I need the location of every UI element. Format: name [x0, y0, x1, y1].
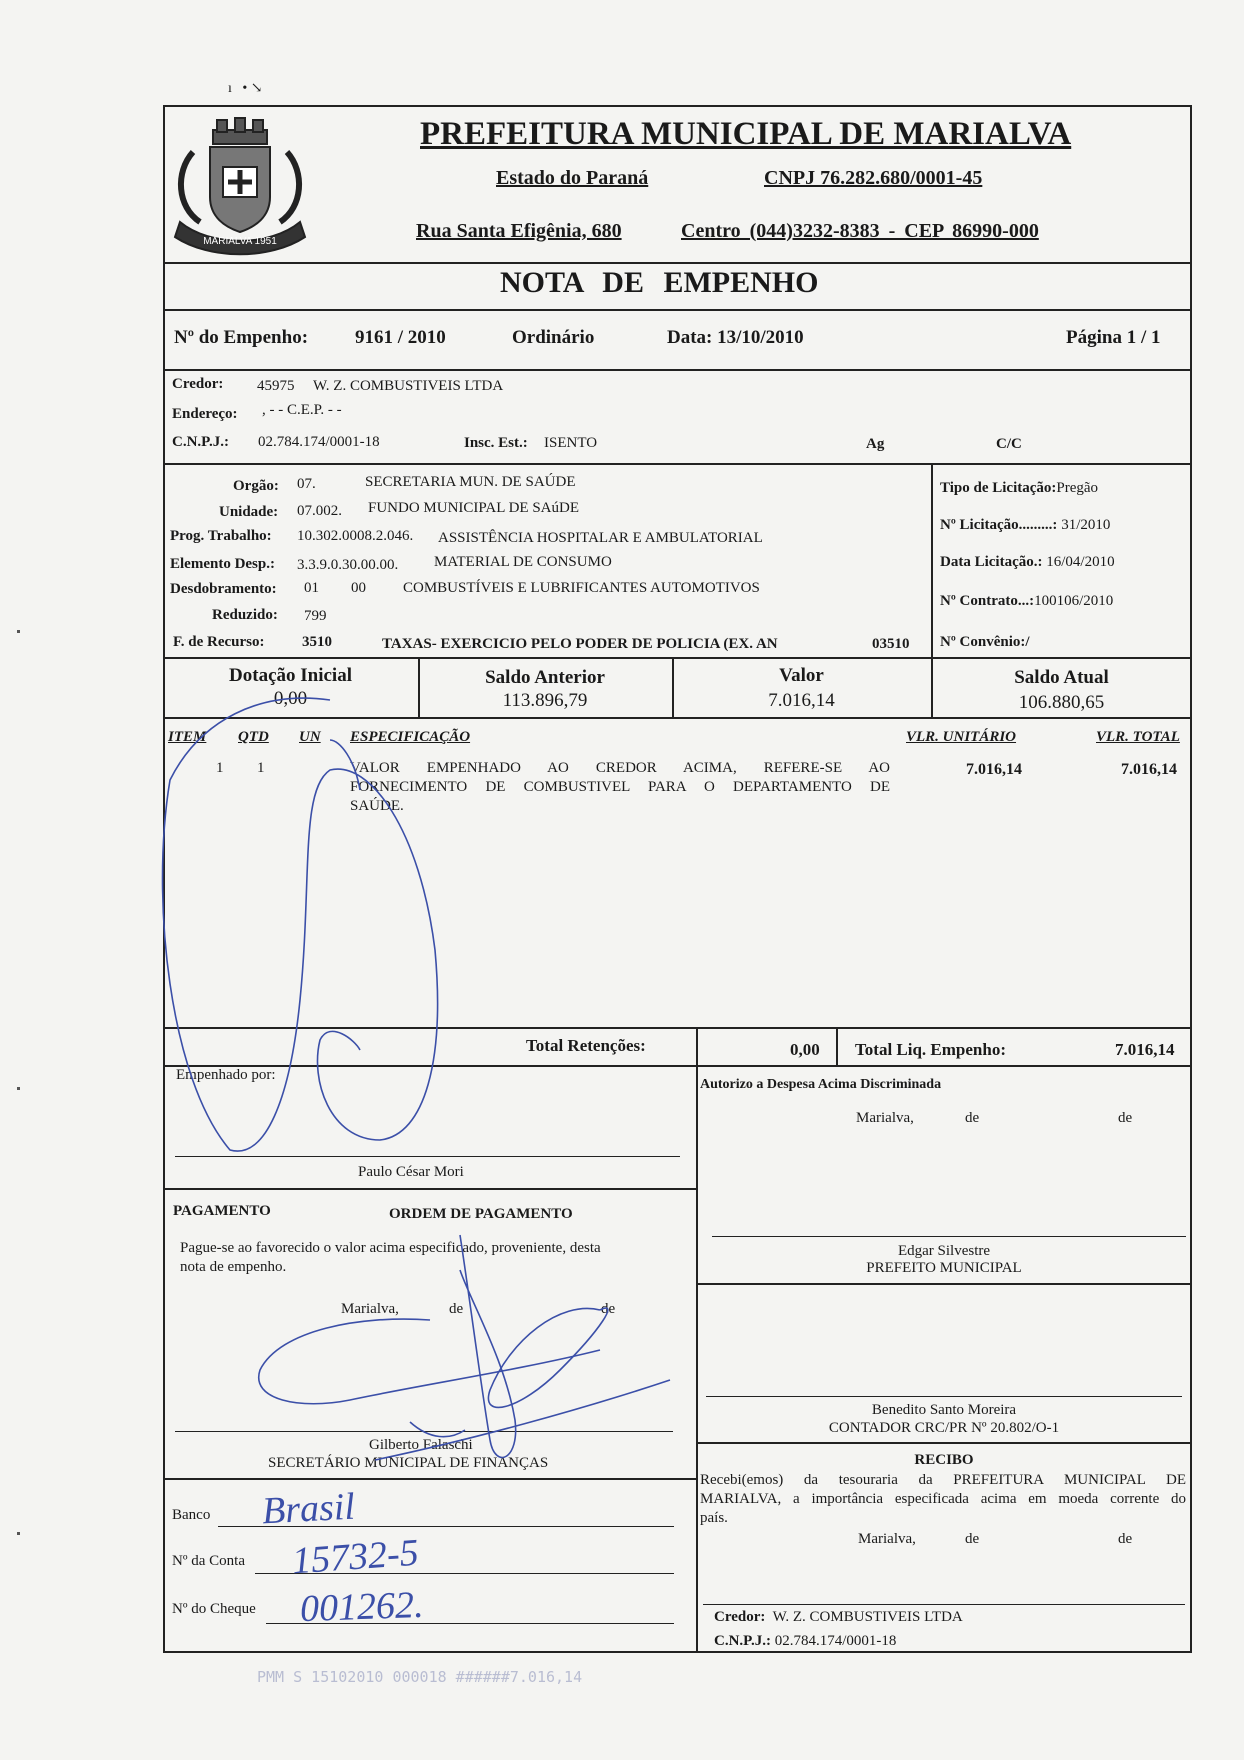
- elem-label: Elemento Desp.:: [170, 556, 275, 572]
- elem-name: MATERIAL DE CONSUMO: [434, 554, 612, 570]
- endereco-label: Endereço:: [172, 406, 238, 422]
- divider: [696, 1442, 1192, 1444]
- contador-cargo: CONTADOR CRC/PR Nº 20.802/O-1: [828, 1420, 1060, 1436]
- divider: [163, 369, 1192, 371]
- empenho-tipo: Ordinário: [512, 327, 595, 348]
- signature-line: [175, 1431, 673, 1432]
- ag-label: Ag: [866, 436, 885, 452]
- empenhado-nome: Paulo César Mori: [358, 1164, 464, 1180]
- row-item: 1: [216, 760, 224, 776]
- fonte-code2: 03510: [872, 636, 910, 652]
- divider: [931, 463, 933, 658]
- dotacao-inicial-value: 0,00: [273, 688, 308, 709]
- recibo-texto3: país.: [700, 1510, 728, 1526]
- orgao-code: 07.: [297, 476, 316, 492]
- divider: [163, 717, 1192, 719]
- signature-line: [706, 1396, 1182, 1397]
- divider: [836, 1027, 838, 1065]
- prefeito-cargo: PREFEITO MUNICIPAL: [866, 1260, 1022, 1276]
- recibo-credor: Credor: W. Z. COMBUSTIVEIS LTDA: [714, 1609, 963, 1625]
- secretario-nome: Gilberto Falaschi: [369, 1437, 473, 1453]
- divider: [163, 1027, 1192, 1029]
- bank-stamp: PMM S 15102010 000018 ######7.016,14: [257, 1668, 583, 1686]
- reduzido-value: 799: [304, 608, 327, 624]
- licitacao-num: Nº Licitação.........: 31/2010: [940, 517, 1111, 533]
- valor-label: Valor: [779, 665, 824, 686]
- prog-name: ASSISTÊNCIA HOSPITALAR E AMBULATORIAL: [438, 530, 763, 546]
- desdob-label: Desdobramento:: [170, 581, 277, 597]
- cc-label: C/C: [996, 436, 1022, 452]
- cnpj-header: CNPJ 76.282.680/0001-45: [764, 167, 983, 189]
- signature-line: [175, 1156, 680, 1157]
- liq-value: 7.016,14: [1115, 1040, 1175, 1059]
- scan-speck: [17, 1087, 20, 1090]
- divider: [696, 1065, 698, 1653]
- orgao-label: Orgão:: [233, 478, 279, 494]
- desdob-code2: 00: [351, 580, 366, 596]
- empenho-pagina: Página 1 / 1: [1066, 327, 1161, 348]
- contato-header: Centro (044)3232-8383 - CEP 86990-000: [681, 220, 1039, 242]
- secretario-cargo: SECRETÁRIO MUNICIPAL DE FINANÇAS: [268, 1455, 549, 1471]
- endereco-value: , - - C.E.P. - -: [262, 402, 342, 418]
- scan-speck: [17, 1532, 20, 1535]
- recibo-label: RECIBO: [914, 1452, 974, 1468]
- insc-label: Insc. Est.:: [464, 435, 528, 451]
- fonte-code: 3510: [302, 634, 332, 650]
- conta-handwritten: 15732-5: [290, 1531, 420, 1583]
- divider: [163, 1478, 696, 1480]
- unidade-label: Unidade:: [219, 504, 279, 520]
- banco-label: Banco: [172, 1507, 211, 1523]
- empenho-data: Data: 13/10/2010: [667, 327, 804, 348]
- credor-label: Credor:: [172, 376, 224, 392]
- col-item: ITEM: [168, 729, 207, 745]
- unidade-code: 07.002.: [297, 503, 342, 519]
- row-especificacao-line2: FORNECIMENTO DE COMBUSTIVEL PARA O DEPARTAMENTO DE: [350, 779, 890, 795]
- empenho-num-label: Nº do Empenho:: [174, 327, 309, 348]
- row-unitario: 7.016,14: [966, 761, 1022, 778]
- col-qtd: QTD: [238, 729, 269, 745]
- recibo-cidade: Marialva,: [858, 1531, 916, 1547]
- prog-label: Prog. Trabalho:: [170, 528, 272, 544]
- saldo-anterior-value: 113.896,79: [502, 690, 588, 711]
- conta-label: Nº da Conta: [172, 1553, 245, 1569]
- divider: [696, 1283, 1192, 1285]
- scan-speck: ı • ↘: [228, 81, 263, 96]
- recibo-texto1: Recebi(emos) da tesouraria da PREFEITURA MUNICIPAL DE: [700, 1472, 1186, 1488]
- signature-line: [703, 1604, 1185, 1605]
- cnpj-value: 02.784.174/0001-18: [258, 434, 380, 450]
- contador-signature: [696, 1401, 1192, 1437]
- empenho-num-value: 9161 / 2010: [355, 327, 446, 348]
- row-especificacao-line3: SAÚDE.: [350, 798, 404, 814]
- empenhado-label: Empenhado por:: [176, 1067, 276, 1083]
- dotacao-inicial-label: Dotação Inicial: [229, 665, 352, 686]
- divider: [163, 657, 1192, 659]
- insc-value: ISENTO: [544, 435, 598, 451]
- cheque-label: Nº do Cheque: [172, 1601, 256, 1617]
- valor-value: 7.016,14: [768, 690, 835, 711]
- cheque-handwritten: 001262.: [299, 1583, 425, 1631]
- divider: [163, 463, 1192, 465]
- col-vlr-total: VLR. TOTAL: [1096, 729, 1180, 745]
- retencoes-label: Total Retenções:: [526, 1036, 646, 1055]
- recibo-de2: de: [1118, 1531, 1133, 1547]
- page-title: PREFEITURA MUNICIPAL DE MARIALVA: [420, 116, 1072, 152]
- autorizo-cidade: Marialva,: [856, 1110, 914, 1126]
- saldo-atual-value: 106.880,65: [1018, 692, 1105, 713]
- licitacao-contrato: Nº Contrato...:100106/2010: [940, 593, 1114, 609]
- pagamento-de1: de: [449, 1301, 464, 1317]
- pagamento-cidade: Marialva,: [341, 1301, 399, 1317]
- col-especificacao: ESPECIFICAÇÃO: [350, 729, 471, 745]
- banco-handwritten: Brasil: [260, 1485, 356, 1533]
- signature-line: [712, 1236, 1186, 1237]
- prog-code: 10.302.0008.2.046.: [297, 528, 414, 544]
- prefeito-nome: Edgar Silvestre: [897, 1243, 991, 1259]
- row-total: 7.016,14: [1121, 761, 1177, 778]
- reduzido-label: Reduzido:: [212, 607, 278, 623]
- fonte-name: TAXAS- EXERCICIO PELO PODER DE POLICIA (EX. AN: [382, 636, 778, 652]
- contador-nome: Benedito Santo Moreira: [871, 1402, 1017, 1418]
- pagamento-texto1: Pague-se ao favorecido o valor acima especificado, proveniente, desta: [180, 1240, 601, 1256]
- row-qtd: 1: [257, 760, 265, 776]
- autorizo-label: Autorizo a Despesa Acima Discriminada: [700, 1077, 942, 1092]
- divider: [696, 1027, 698, 1065]
- divider: [163, 1065, 1192, 1067]
- pagamento-label: PAGAMENTO: [173, 1203, 271, 1219]
- doc-title: NOTA DE EMPENHO: [500, 266, 819, 299]
- saldo-atual-label: Saldo Atual: [1014, 667, 1109, 688]
- licitacao-data: Data Licitação.: 16/04/2010: [940, 554, 1115, 570]
- elem-code: 3.3.9.0.30.00.00.: [297, 557, 399, 573]
- saldo-anterior-label: Saldo Anterior: [485, 667, 605, 688]
- recibo-de1: de: [965, 1531, 980, 1547]
- endereco-header: Rua Santa Efigênia, 680: [416, 220, 622, 242]
- pagamento-texto2: nota de empenho.: [180, 1259, 287, 1275]
- liq-label: Total Liq. Empenho:: [855, 1040, 1006, 1059]
- credor-codigo: 45975: [257, 378, 295, 394]
- ordem-label: ORDEM DE PAGAMENTO: [389, 1206, 573, 1222]
- divider: [163, 262, 1192, 264]
- pagamento-de2: de: [601, 1301, 616, 1317]
- desdob-code: 01: [304, 580, 319, 596]
- orgao-name: SECRETARIA MUN. DE SAÚDE: [365, 474, 576, 490]
- row-especificacao-line1: VALOR EMPENHADO AO CREDOR ACIMA, REFERE-SE AO: [350, 760, 890, 776]
- fonte-label: F. de Recurso:: [173, 634, 265, 650]
- retencoes-value: 0,00: [790, 1040, 820, 1059]
- col-un: UN: [299, 729, 321, 745]
- estado: Estado do Paraná: [496, 167, 649, 189]
- coat-of-arms-icon: [165, 112, 315, 262]
- svg-text:MARIALVA 1951: MARIALVA 1951: [203, 236, 277, 247]
- divider: [163, 309, 1192, 311]
- prefeito-signature: [696, 1243, 1192, 1277]
- licitacao-tipo: Tipo de Licitação:Pregão: [940, 480, 1099, 496]
- credor-nome: W. Z. COMBUSTIVEIS LTDA: [313, 378, 504, 394]
- cnpj-label: C.N.P.J.:: [172, 434, 229, 450]
- col-vlr-unitario: VLR. UNITÁRIO: [906, 729, 1017, 745]
- recibo-texto2: MARIALVA, a importância especificada acima em moeda corrente do: [700, 1491, 1186, 1507]
- scan-speck: [17, 630, 20, 633]
- recibo-cnpj: C.N.P.J.: 02.784.174/0001-18: [714, 1633, 897, 1649]
- desdob-name: COMBUSTÍVEIS E LUBRIFICANTES AUTOMOTIVOS: [403, 580, 760, 596]
- autorizo-de1: de: [965, 1110, 980, 1126]
- divider: [163, 1188, 696, 1190]
- autorizo-de2: de: [1118, 1110, 1133, 1126]
- licitacao-convenio: Nº Convênio:/: [940, 634, 1030, 650]
- unidade-name: FUNDO MUNICIPAL DE SAúDE: [368, 500, 579, 516]
